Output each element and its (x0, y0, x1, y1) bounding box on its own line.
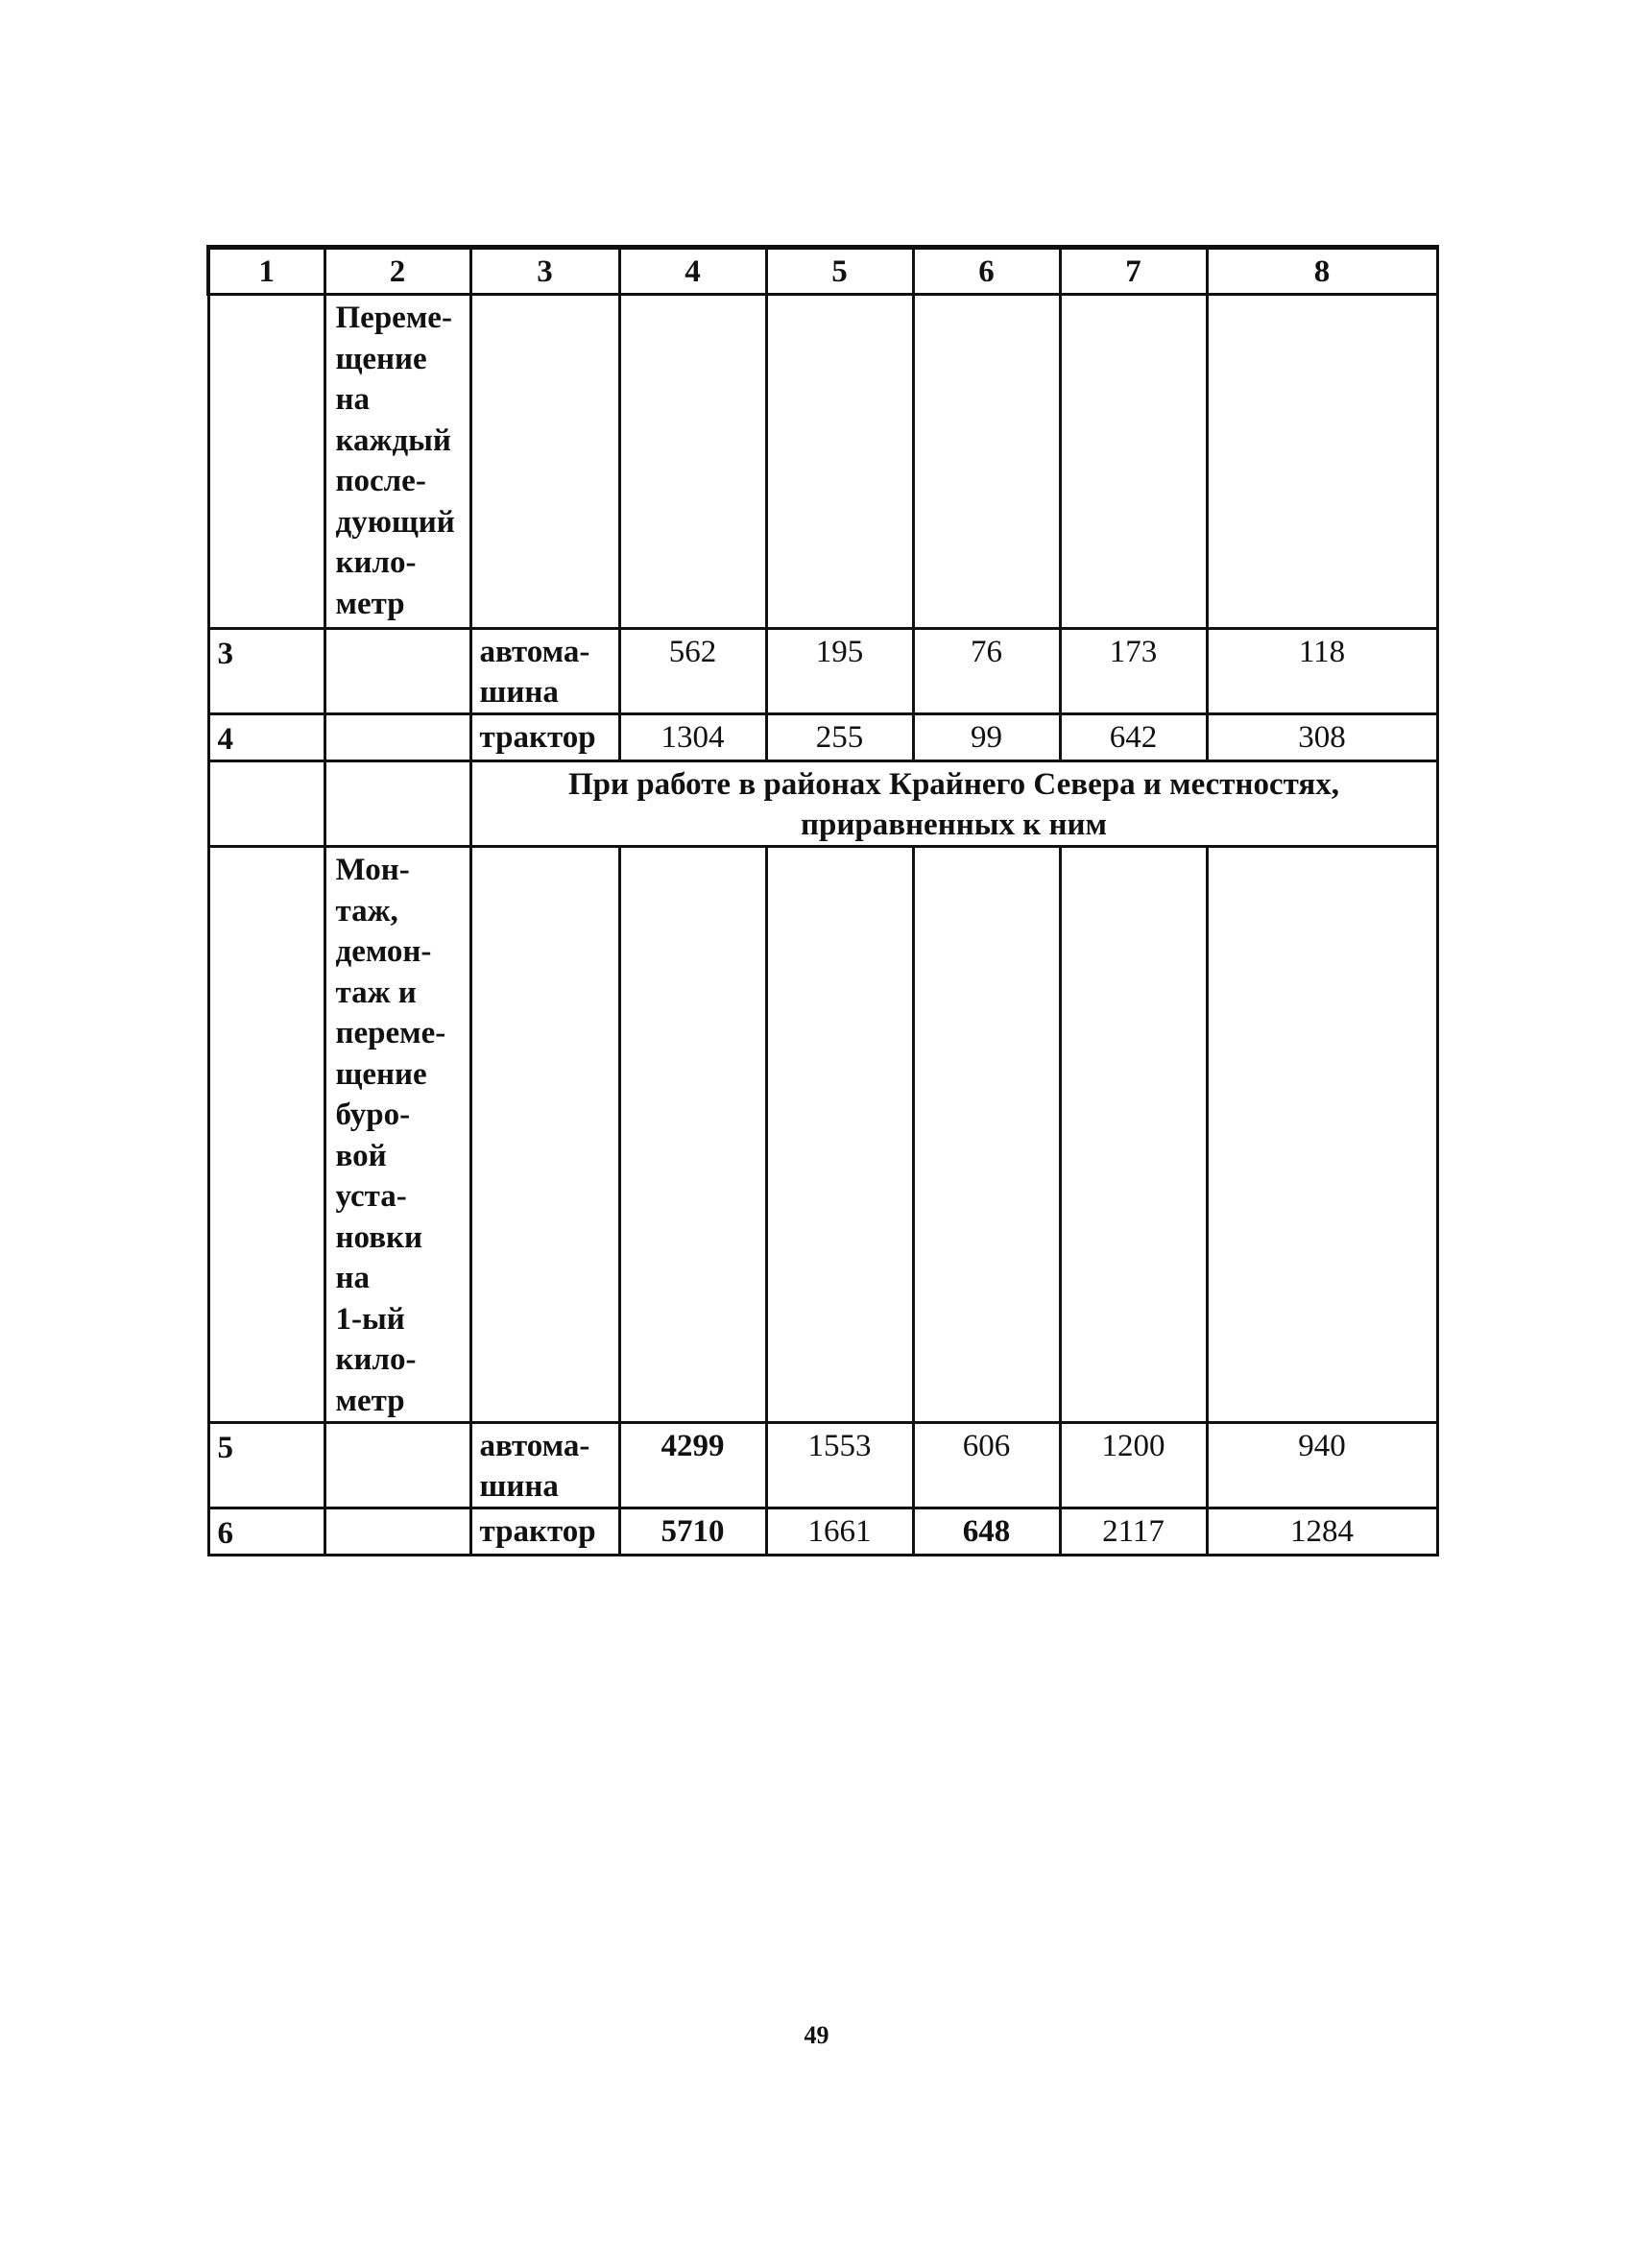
value-cell: 940 (1207, 1423, 1437, 1508)
description-line: щение (335, 341, 427, 376)
description-line: уста- (335, 1179, 407, 1214)
far-north-note (470, 761, 1437, 847)
note-line: При работе в районах Крайнего Севера и местностях, (567, 767, 1340, 802)
column-header: 2 (324, 248, 470, 295)
vehicle-line: шина (479, 1469, 559, 1504)
empty-cell (1207, 295, 1437, 629)
description-line: каждый (335, 422, 451, 458)
value-cell: 4299 (619, 1423, 766, 1508)
section-row-mounting (208, 847, 1437, 1423)
column-header: 3 (470, 248, 619, 295)
value-cell: 1200 (1060, 1423, 1207, 1508)
empty-cell (324, 714, 470, 761)
empty-cell (913, 295, 1060, 629)
description-line: кило- (335, 1342, 417, 1377)
description-line: переме- (335, 1016, 446, 1050)
vehicle-type (470, 629, 619, 714)
empty-cell (766, 295, 913, 629)
description-line: метр (335, 586, 405, 621)
description-line: щение (335, 1056, 427, 1092)
value-cell: 2117 (1060, 1508, 1207, 1556)
section-row-movement (208, 295, 1437, 629)
row-number: 6 (208, 1508, 324, 1556)
mounting-description (324, 847, 470, 1423)
description-line: метр (335, 1383, 405, 1418)
page-number: 49 (804, 2021, 829, 2049)
description-line: дующий (335, 504, 455, 540)
empty-cell (913, 847, 1060, 1423)
row-number: 5 (208, 1423, 324, 1508)
description-line: 1-ый (335, 1301, 405, 1337)
description-line: на (335, 382, 371, 417)
data-table (206, 245, 1439, 1556)
description-line: таж, (335, 893, 398, 929)
column-header: 1 (208, 248, 324, 295)
value-cell: 562 (619, 629, 766, 714)
row-number: 3 (208, 629, 324, 714)
value-cell: 606 (913, 1423, 1060, 1508)
table-row (208, 1423, 1437, 1508)
note-line: приравненных к ним (800, 808, 1108, 842)
column-number-header-row (208, 248, 1437, 295)
description-line: буро- (335, 1098, 411, 1132)
table-row (208, 714, 1437, 761)
table-row (208, 629, 1437, 714)
description-line: новки (335, 1219, 423, 1255)
empty-cell (324, 1508, 470, 1556)
description-line: Переме- (335, 301, 452, 335)
value-cell: 1661 (766, 1508, 913, 1556)
column-header: 6 (913, 248, 1060, 295)
description-line: кило- (335, 545, 417, 580)
vehicle-type: трактор (470, 714, 619, 761)
value-cell: 76 (913, 629, 1060, 714)
empty-cell (619, 295, 766, 629)
empty-cell (1207, 847, 1437, 1423)
vehicle-type: трактор (470, 1508, 619, 1556)
description-line: на (335, 1261, 371, 1295)
value-cell: 648 (913, 1508, 1060, 1556)
value-cell: 118 (1207, 629, 1437, 714)
empty-cell (1060, 295, 1207, 629)
value-cell: 1284 (1207, 1508, 1437, 1556)
value-cell: 308 (1207, 714, 1437, 761)
column-header: 4 (619, 248, 766, 295)
movement-description (324, 295, 470, 629)
column-header: 5 (766, 248, 913, 295)
vehicle-line: автома- (479, 635, 590, 669)
vehicle-line: автома- (479, 1429, 590, 1463)
description-line: таж и (335, 975, 417, 1010)
empty-cell (324, 761, 470, 847)
empty-cell (1060, 847, 1207, 1423)
vehicle-type (470, 1423, 619, 1508)
empty-cell (208, 295, 324, 629)
empty-cell (470, 295, 619, 629)
description-line: после- (335, 464, 426, 498)
column-header: 8 (1207, 248, 1437, 295)
description-line: Мон- (335, 853, 410, 887)
value-cell: 99 (913, 714, 1060, 761)
vehicle-line: шина (479, 675, 559, 710)
empty-cell (208, 761, 324, 847)
value-cell: 173 (1060, 629, 1207, 714)
description-line: вой (335, 1138, 387, 1173)
description-line: демон- (335, 934, 432, 969)
empty-cell (324, 1423, 470, 1508)
value-cell: 5710 (619, 1508, 766, 1556)
value-cell: 255 (766, 714, 913, 761)
empty-cell (324, 629, 470, 714)
value-cell: 1553 (766, 1423, 913, 1508)
table-row (208, 1508, 1437, 1556)
column-header: 7 (1060, 248, 1207, 295)
value-cell: 1304 (619, 714, 766, 761)
empty-cell (619, 847, 766, 1423)
empty-cell (208, 847, 324, 1423)
row-number: 4 (208, 714, 324, 761)
value-cell: 195 (766, 629, 913, 714)
empty-cell (470, 847, 619, 1423)
section-note-row (208, 761, 1437, 847)
empty-cell (766, 847, 913, 1423)
value-cell: 642 (1060, 714, 1207, 761)
